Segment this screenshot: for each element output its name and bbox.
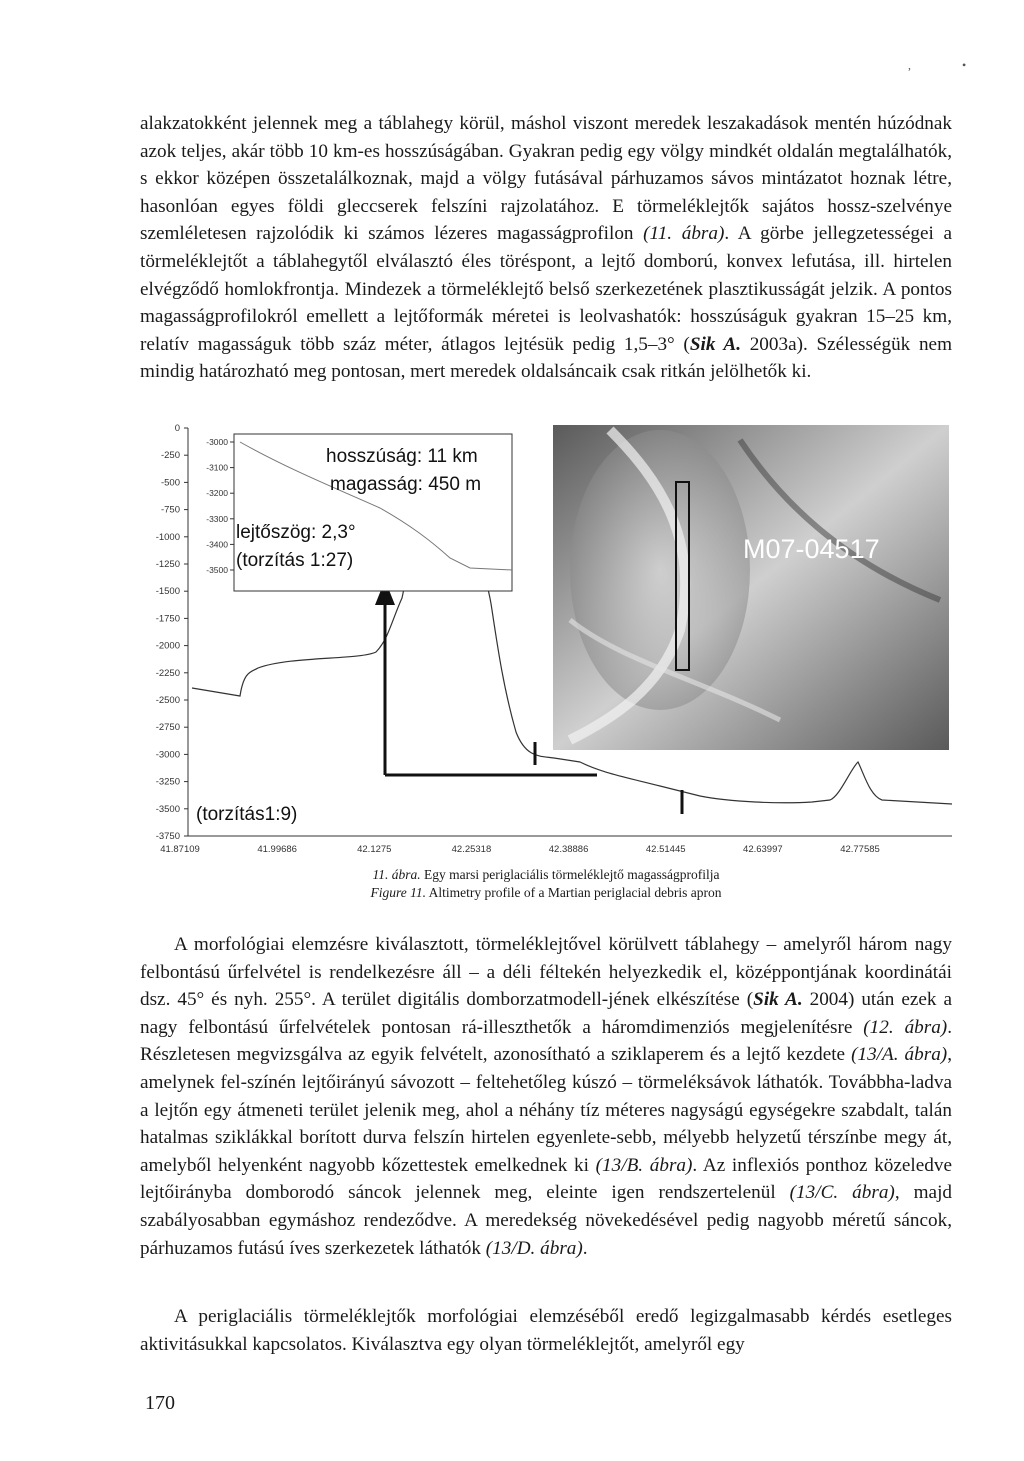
caption-hu [140,866,952,884]
inset-profile [206,434,512,591]
para2-text-e: . Az inflexiós ponthoz közeledve lejtőirányba domborodó sáncok jelennek meg, eleinte igen rendszertelenül [140,1154,952,1204]
scan-mark-dot: • [962,58,967,72]
main-y-tick-label: -500 [160,477,180,489]
inset-y-tick-label: -3000 [206,437,228,447]
x-tick-label: 42.1275 [357,844,392,855]
caption-en [140,884,952,902]
x-tick-label: 42.38886 [548,844,589,855]
x-tick-label: 41.87109 [160,844,200,855]
main-y-tick-label: -3750 [155,831,180,842]
caption-hu-text: Egy marsi periglaciális törmeléklejtő magasságprofilja [420,867,720,882]
x-tick-label: 42.51445 [645,844,686,855]
paragraph-3 [140,1303,952,1358]
inset-y-tick-label: -3400 [206,539,228,550]
main-y-tick-label: -2000 [155,640,180,652]
paragraph-2 [140,931,952,1262]
para1-text-c: 2003a). Szélességük nem mindig határozható meg pontosan, mert meredek oldalsáncaik csak ritkán jelölhetők ki. [140,333,952,383]
main-y-tick-label: -250 [160,450,180,462]
para1-text: alakzatokként jelennek meg a táblahegy körül, máshol viszont meredek leszakadások mentén húzódnak azok teljes, akár több 10 km-es hosszúságában. Gyakran pedig egy völgy mindkét oldalán megtalálhatók, s ekkor középen összetalálkoznak, majd a völgy futásával párhuzamos sávos mintázatot hoznak létre, hasonlóan egyes földi gleccserek felszíni rajzolatához. E törmeléklejtők sajátos hossz-szelvénye szemléletesen rajzolódik ki számos lézeres magasságprofilon [140,113,952,245]
main-y-tick-label: -1750 [155,613,180,625]
citation-author: Sik A. [689,333,741,355]
inset-distortion-label: (torzítás 1:27) [236,550,354,571]
inset-y-tick-label: -3100 [206,462,228,473]
x-tick-label: 42.77585 [840,844,880,855]
figure-ref-13c[interactable]: (13/C. ábra) [789,1182,895,1204]
page-number: 170 [145,1392,175,1414]
inset-y-tick-label: -3500 [206,565,228,575]
main-y-tick-label: 0 [174,423,180,434]
main-y-tick-label: -2250 [155,667,180,679]
main-y-tick-label: -3250 [155,776,180,788]
figure-ref-11[interactable]: (11. ábra) [643,223,725,245]
main-y-tick-label: -1000 [155,531,180,543]
main-y-tick-label: -2500 [155,695,180,706]
figure-ref-13b[interactable]: (13/B. ábra) [595,1154,693,1176]
main-y-tick-label: -3500 [155,803,180,815]
main-y-tick-label: -1250 [155,559,180,570]
image-id-label: M07-04517 [743,534,880,564]
x-tick-label: 42.25318 [451,844,492,855]
scan-mark-comma: , [908,58,911,72]
paragraph-1 [140,110,952,386]
inset-y-tick-label: -3300 [206,513,228,524]
main-distortion-label: (torzítás1:9) [196,804,298,825]
x-tick-label: 42.63997 [743,844,783,855]
citation-author-2: Sik A. [753,989,803,1011]
caption-hu-number: 11. ábra. [372,867,421,882]
main-y-tick-label: -3000 [155,749,180,761]
satellite-image [553,425,949,750]
caption-en-text: Altimetry profile of a Martian periglacial debris apron [426,885,722,900]
para3-text: A periglaciális törmeléklejtők morfológiai elemzéséből eredő legizgalmasabb kérdés esetleges aktivitásukkal kapcsolatos. Kiválasztva egy olyan törmeléklejtőt, amelyről egy [140,1306,952,1355]
para2-text-d: , amelynek fel-színén lejtőirányú sávozott – feltehetőleg kúszó – törmeléksávok láthatók. Továbbha-ladva a lejtőn egy átmeneti terület jelenik meg, ahol a néhány tíz méteres nagyságú egységekre szabdalt, talán hatalmas sziklákkal borított durva felszín hirtelen egyenlete-sebb, mélyebb helyzetű térszínbe megy át, amelyből helyenként nagyobb kőzettestek emelkednek ki [140,1044,952,1176]
para2-text-c: . Részletesen megvizsgálva az egyik felvételt, azonosítható a sziklaperem és a lejtő kezdete [140,1016,952,1066]
caption-en-number: Figure 11. [370,885,427,900]
para2-text: A morfológiai elemzésre kiválasztott, törmeléklejtővel körülvett táblahegy – amelyről három nagy felbontású űrfelvétel is rendelkezésre áll – a déli féltekén helyezkedik el, középpontjának koordinátái dsz. 45° és nyh. 255°. A terület digitális domborzatmodell-jének elkészítése ( [140,934,952,1011]
main-y-tick-label: -2750 [155,722,180,734]
height-label: magasság: 450 m [330,474,482,495]
inset-y-tick-label: -3200 [206,488,228,499]
para2-text-b: 2004) után ezek a nagy felbontású űrfelvételek pontosan rá-illeszthetők a háromdimenziós megjelenítésre [140,989,952,1038]
figure-ref-13a[interactable]: (13/A. ábra) [851,1044,948,1066]
figure-11 [140,420,952,860]
length-label: hosszúság: 11 km [326,446,478,467]
main-y-tick-label: -750 [160,504,180,516]
para1-text-b: . A görbe jellegzetességei a törmeléklejtőt a táblahegytől elválasztó éles töréspont, a lejtő domború, konvex lefutása, ill. hirtelen elvégződő homlokfrontja. Mindezek a törmeléklejtő belső szerkezetének plasztikusságát jelzik. A pontos magasságprofilokról emellett a lejtőformák méretei is leolvashatók: hosszúságuk gyakran 15–25 km, relatív magasságuk több száz méter, átlagos lejtésük pedig 1,5–3° ( [140,223,952,355]
para2-text-f: , majd szabályosabban egymáshoz rendeződve. A meredekség növekedésével pedig nagyobb méretű sáncok, párhuzamos futású íves szerkezetek láthatók [140,1182,953,1259]
para2-text-g: . [582,1237,588,1259]
altimetry-profile-figure [140,420,952,860]
figure-ref-13d[interactable]: (13/D. ábra) [485,1237,583,1259]
x-tick-label: 41.99686 [257,844,297,855]
main-y-tick-label: -1500 [155,586,180,598]
slope-label: lejtőszög: 2,3° [236,522,356,543]
figure-ref-12[interactable]: (12. ábra) [863,1016,948,1038]
